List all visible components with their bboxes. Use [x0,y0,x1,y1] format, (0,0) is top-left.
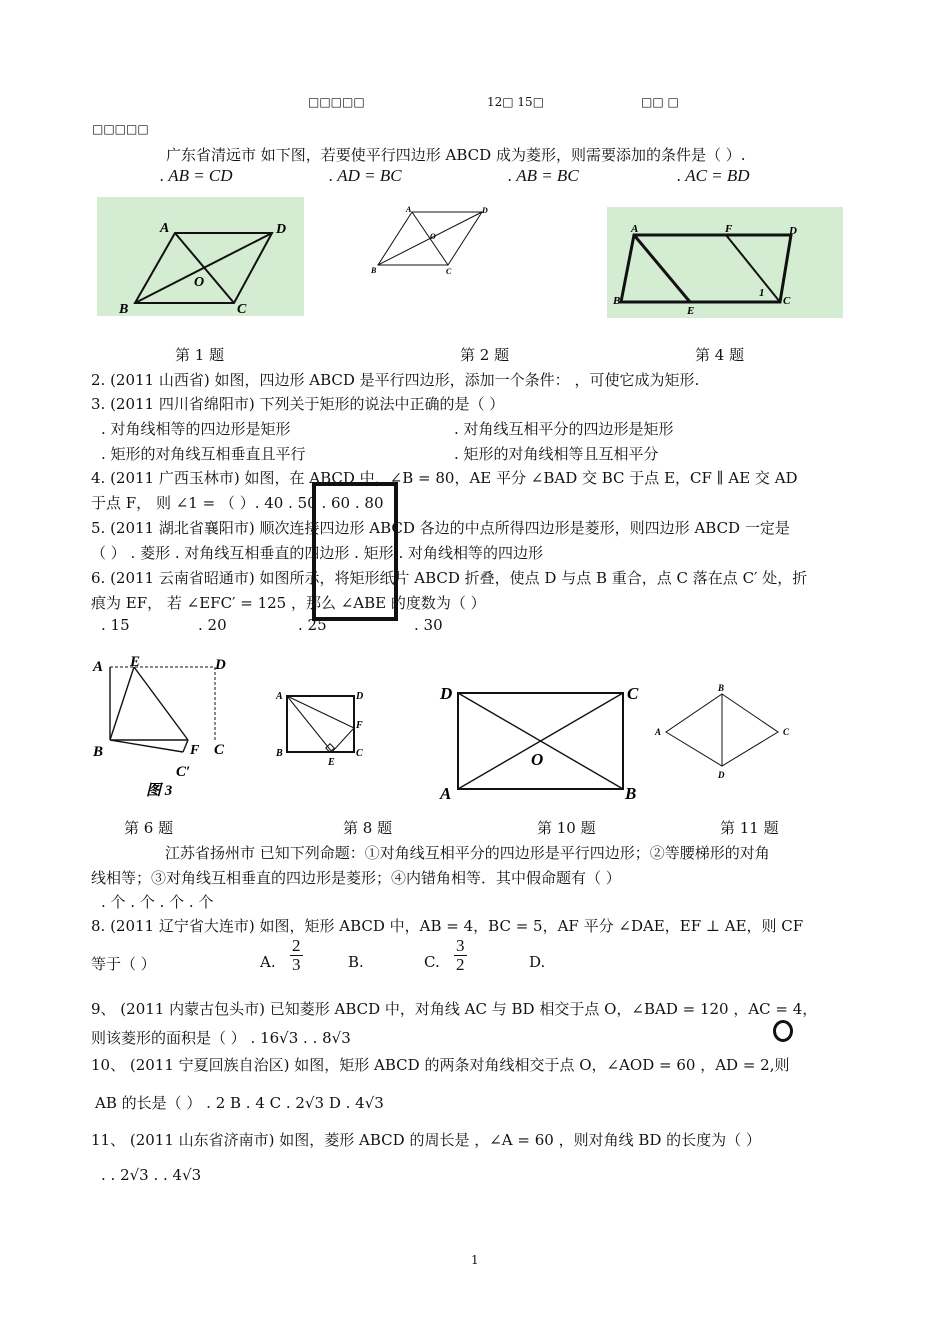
q6-opt-a: . 15 [101,616,130,634]
figure-q11 [652,680,797,786]
page-number: 1 [471,1253,479,1267]
svg-text:C′: C′ [176,764,191,780]
svg-text:F: F [725,223,733,235]
q8-line2: 等于（ ） [91,955,156,973]
figure-q10 [438,683,644,803]
svg-text:E: E [130,654,141,670]
svg-text:O: O [194,275,205,290]
svg-text:A: A [631,223,639,235]
header-left: □□□□□ [308,95,365,109]
svg-text:A: A [160,221,170,236]
highlight-box [312,482,398,621]
svg-text:B: B [119,302,129,316]
q4-line2: 于点 F， 则 ∠1 = （ ）. 40 . 50 . 60 . 80 [91,494,384,512]
q1-opt-a: . AB = CD [160,166,233,185]
svg-text:A: A [406,205,412,214]
svg-text:F: F [190,743,200,758]
svg-text:C: C [214,742,225,758]
q6-opt-b: . 20 [198,616,227,634]
figure-q1 [97,197,304,316]
q3-text: 3. (2011 四川省绵阳市) 下列关于矩形的说法中正确的是（ ） [91,395,505,413]
q7-line3: . 个 . 个 . 个 . 个 [101,893,214,911]
q1-opt-b: . AD = BC [329,166,402,185]
svg-text:D: D [789,225,797,237]
svg-text:B: B [371,266,377,275]
q11-line2: . . 2√3 . . 4√3 [101,1166,202,1184]
svg-text:D: D [440,684,453,703]
svg-text:A: A [440,784,452,803]
q8-frac-a-den: 3 [292,955,301,974]
q3-opt-a: . 对角线相等的四边形是矩形 [101,420,291,438]
q4-line1: 4. (2011 广西玉林市) 如图，在 ABCD 中，∠B = 80，AE 平分 ∠BAD 交 BC 于点 E，CF ∥ AE 交 AD [91,469,798,487]
svg-text:C: C [446,267,452,276]
caption-q2: 第 2 题 [460,346,510,364]
svg-text:A: A [655,727,662,737]
svg-text:C: C [783,295,791,307]
svg-text:C: C [783,727,790,737]
svg-text:E: E [328,757,335,767]
caption-q6: 第 6 题 [124,819,174,837]
svg-text:E: E [687,305,695,317]
circle-mark [773,1020,793,1042]
svg-text:B: B [93,744,104,760]
q8-opt-b: B. [348,953,364,971]
q2-text: 2. (2011 山西省) 如图，四边形 ABCD 是平行四边形，添加一个条件： ，可使它成为矩形. [91,371,700,389]
caption-q8: 第 8 题 [343,819,393,837]
svg-text:D: D [482,206,488,215]
q8-frac-c [454,937,467,974]
svg-text:D: D [356,691,364,702]
svg-text:C: C [627,684,639,703]
figure-q8 [272,687,372,767]
svg-text:1: 1 [759,287,765,299]
svg-text:O: O [531,750,544,769]
svg-text:B: B [276,748,283,759]
q6-line1: 6. (2011 云南省昭通市) 如图所示，将矩形纸片 ABCD 折叠，使点 D 与点 B 重合，点 C 落在点 C′ 处，折 [91,569,808,587]
q9-line2: 则该菱形的面积是（ ） . 16√3 . . 8√3 [91,1029,351,1047]
svg-text:A: A [276,691,283,702]
svg-text:O: O [430,232,436,241]
q8-frac-c-den: 2 [456,955,465,974]
svg-text:D: D [276,222,287,237]
q8-line1: 8. (2011 辽宁省大连市) 如图，矩形 ABCD 中，AB = 4，BC = 5，AF 平分 ∠DAE，EF ⊥ AE，则 CF [91,917,804,935]
q6-opt-d: . 30 [414,616,443,634]
header-right: □□ □ [641,95,679,109]
svg-text:C: C [237,302,247,316]
caption-q4: 第 4 题 [695,346,745,364]
q8-frac-c-num: 3 [456,936,465,955]
q10-line2: AB 的长是（ ） . 2 B . 4 C . 2√3 D . 4√3 [95,1094,384,1112]
q3-opt-c: . 矩形的对角线互相垂直且平行 [101,445,306,463]
caption-q10: 第 10 题 [537,819,596,837]
q7-line2: 线相等；③对角线互相垂直的四边形是菱形；④内错角相等．其中假命题有（ ） [91,869,621,887]
q10-line1: 10、 (2011 宁夏回族自治区) 如图，矩形 ABCD 的两条对角线相交于点 O，∠AOD = 60 ，AD = 2,则 [91,1056,790,1074]
svg-text:图 3: 图 3 [146,783,173,799]
q6-line2: 痕为 EF， 若 ∠EFC′ = 125 ，那么 ∠ABE 的度数为（ ） [91,594,486,612]
figure-q6 [88,652,238,802]
q3-opt-b: . 对角线互相平分的四边形是矩形 [454,420,674,438]
q8-frac-a-num: 2 [292,936,301,955]
q5-line1: 5. (2011 湖北省襄阳市) 顺次连接四边形 ABCD 各边的中点所得四边形是菱形，则四边形 ABCD 一定是 [91,519,790,537]
svg-text:D: D [718,770,725,780]
caption-q11: 第 11 题 [720,819,779,837]
svg-text:B: B [718,683,725,693]
q8-opt-d: D. [529,953,546,971]
caption-q1: 第 1 题 [175,346,225,364]
svg-text:C: C [356,748,363,759]
figure-q2 [366,203,496,279]
q5-line2: （ ） . 菱形 . 对角线互相垂直的四边形 . 矩形 . 对角线相等的四边形 [91,544,543,562]
svg-text:A: A [93,659,104,675]
svg-text:B: B [625,784,637,803]
q8-frac-a [290,937,303,974]
q1-opt-c: . AB = BC [508,166,579,185]
q1-text: 广东省清远市 如下图，若要使平行四边形 ABCD 成为菱形，则需要添加的条件是（ ）. [166,146,746,164]
header-mid: 12□ 15□ [487,95,545,109]
svg-text:F: F [356,720,363,731]
q1-opt-d: . AC = BD [677,166,750,185]
q11-line1: 11、 (2011 山东省济南市) 如图，菱形 ABCD 的周长是 ，∠A = 60 ，则对角线 BD 的长度为（ ） [91,1131,761,1149]
q7-line1: 江苏省扬州市 已知下列命题：①对角线互相平分的四边形是平行四边形；②等腰梯形的对角 [165,844,770,862]
q8-opt-a: A. [260,953,276,971]
figure-q4 [607,207,843,318]
section-title: □□□□□ [92,122,149,136]
q8-opt-c: C. [424,953,440,971]
svg-text:B: B [613,295,621,307]
svg-text:D: D [215,657,226,673]
q6-opt-c: . 25 [298,616,327,634]
q3-opt-d: . 矩形的对角线相等且互相平分 [454,445,659,463]
q9-line1: 9、 (2011 内蒙古包头市) 已知菱形 ABCD 中，对角线 AC 与 BD 相交于点 O，∠BAD = 120 ，AC = 4， [91,1000,818,1018]
